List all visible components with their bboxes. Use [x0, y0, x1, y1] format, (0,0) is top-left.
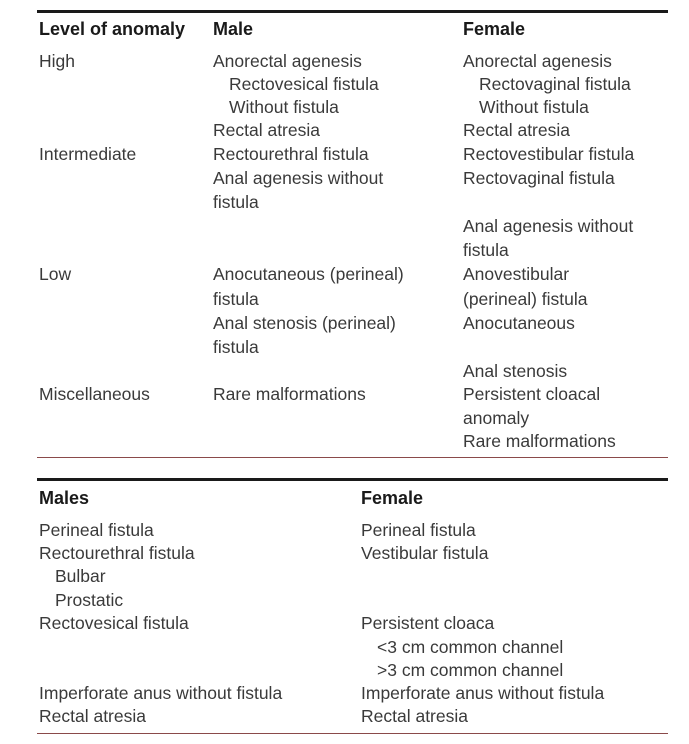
table1-cell: Rectovestibular fistula — [463, 144, 635, 164]
table1-cell: Persistent cloacal — [463, 384, 601, 404]
table2-bottom-rule — [37, 733, 668, 734]
table2-cell: Prostatic — [55, 590, 124, 610]
table1-cell: Anocutaneous — [463, 313, 575, 333]
table2-cell: Rectal atresia — [361, 706, 468, 726]
table2-cell: Perineal fistula — [39, 520, 154, 540]
table1-header-level: Level of anomaly — [39, 19, 186, 39]
table2-cell: Rectovesical fistula — [39, 613, 189, 633]
table1-header-female: Female — [463, 19, 526, 39]
table1-cell: Without fistula — [229, 97, 339, 117]
table1-top-rule — [37, 10, 668, 13]
table2-header-female: Female — [361, 488, 424, 508]
table2-cell: Vestibular fistula — [361, 543, 489, 563]
table2-cell: Persistent cloaca — [361, 613, 495, 633]
table2-cell: Rectourethral fistula — [39, 543, 195, 563]
table1-cell: Anal stenosis (perineal) — [213, 313, 396, 333]
table1-cell: fistula — [463, 240, 509, 260]
table1-cell: Rectal atresia — [213, 120, 320, 140]
table1-cell: Rectovesical fistula — [229, 74, 379, 94]
table1-bottom-rule — [37, 457, 668, 458]
table1-cell: Rectourethral fistula — [213, 144, 369, 164]
table2-cell: Rectal atresia — [39, 706, 146, 726]
table1-cell: Anal stenosis — [463, 361, 568, 381]
table1-cell: Without fistula — [479, 97, 589, 117]
table2-cell: Perineal fistula — [361, 520, 476, 540]
table2-cell: >3 cm common channel — [377, 660, 564, 680]
table1-cell: Anal agenesis without — [213, 168, 384, 188]
table1-cell: Rare malformations — [213, 384, 366, 404]
table1-cell: Anorectal agenesis — [213, 51, 362, 71]
table2-cell: Bulbar — [55, 566, 106, 586]
table1-header-male: Male — [213, 19, 254, 39]
table2-top-rule — [37, 478, 668, 481]
table2-header-males: Males — [39, 488, 90, 508]
table2-cell: Imperforate anus without fistula — [39, 683, 283, 703]
table1-level-low: Low — [39, 264, 72, 284]
table1-cell: Rectovaginal fistula — [479, 74, 631, 94]
table2-cell: Imperforate anus without fistula — [361, 683, 605, 703]
table1-cell: Rare malformations — [463, 431, 616, 451]
table1-cell: Anal agenesis without — [463, 216, 634, 236]
table1-cell: fistula — [213, 289, 259, 309]
table1-cell: Rectovaginal fistula — [463, 168, 615, 188]
table1-cell: anomaly — [463, 408, 530, 428]
table1-cell: fistula — [213, 337, 259, 357]
table2-cell: <3 cm common channel — [377, 637, 564, 657]
table1-cell: Anovestibular — [463, 264, 570, 284]
table1-cell: Anocutaneous (perineal) — [213, 264, 404, 284]
table1-cell: fistula — [213, 192, 259, 212]
table1-level-intermediate: Intermediate — [39, 144, 137, 164]
table1-cell: Rectal atresia — [463, 120, 570, 140]
table1-level-misc: Miscellaneous — [39, 384, 150, 404]
table1-cell: (perineal) fistula — [463, 289, 588, 309]
table1-level-high: High — [39, 51, 75, 71]
table1-cell: Anorectal agenesis — [463, 51, 612, 71]
